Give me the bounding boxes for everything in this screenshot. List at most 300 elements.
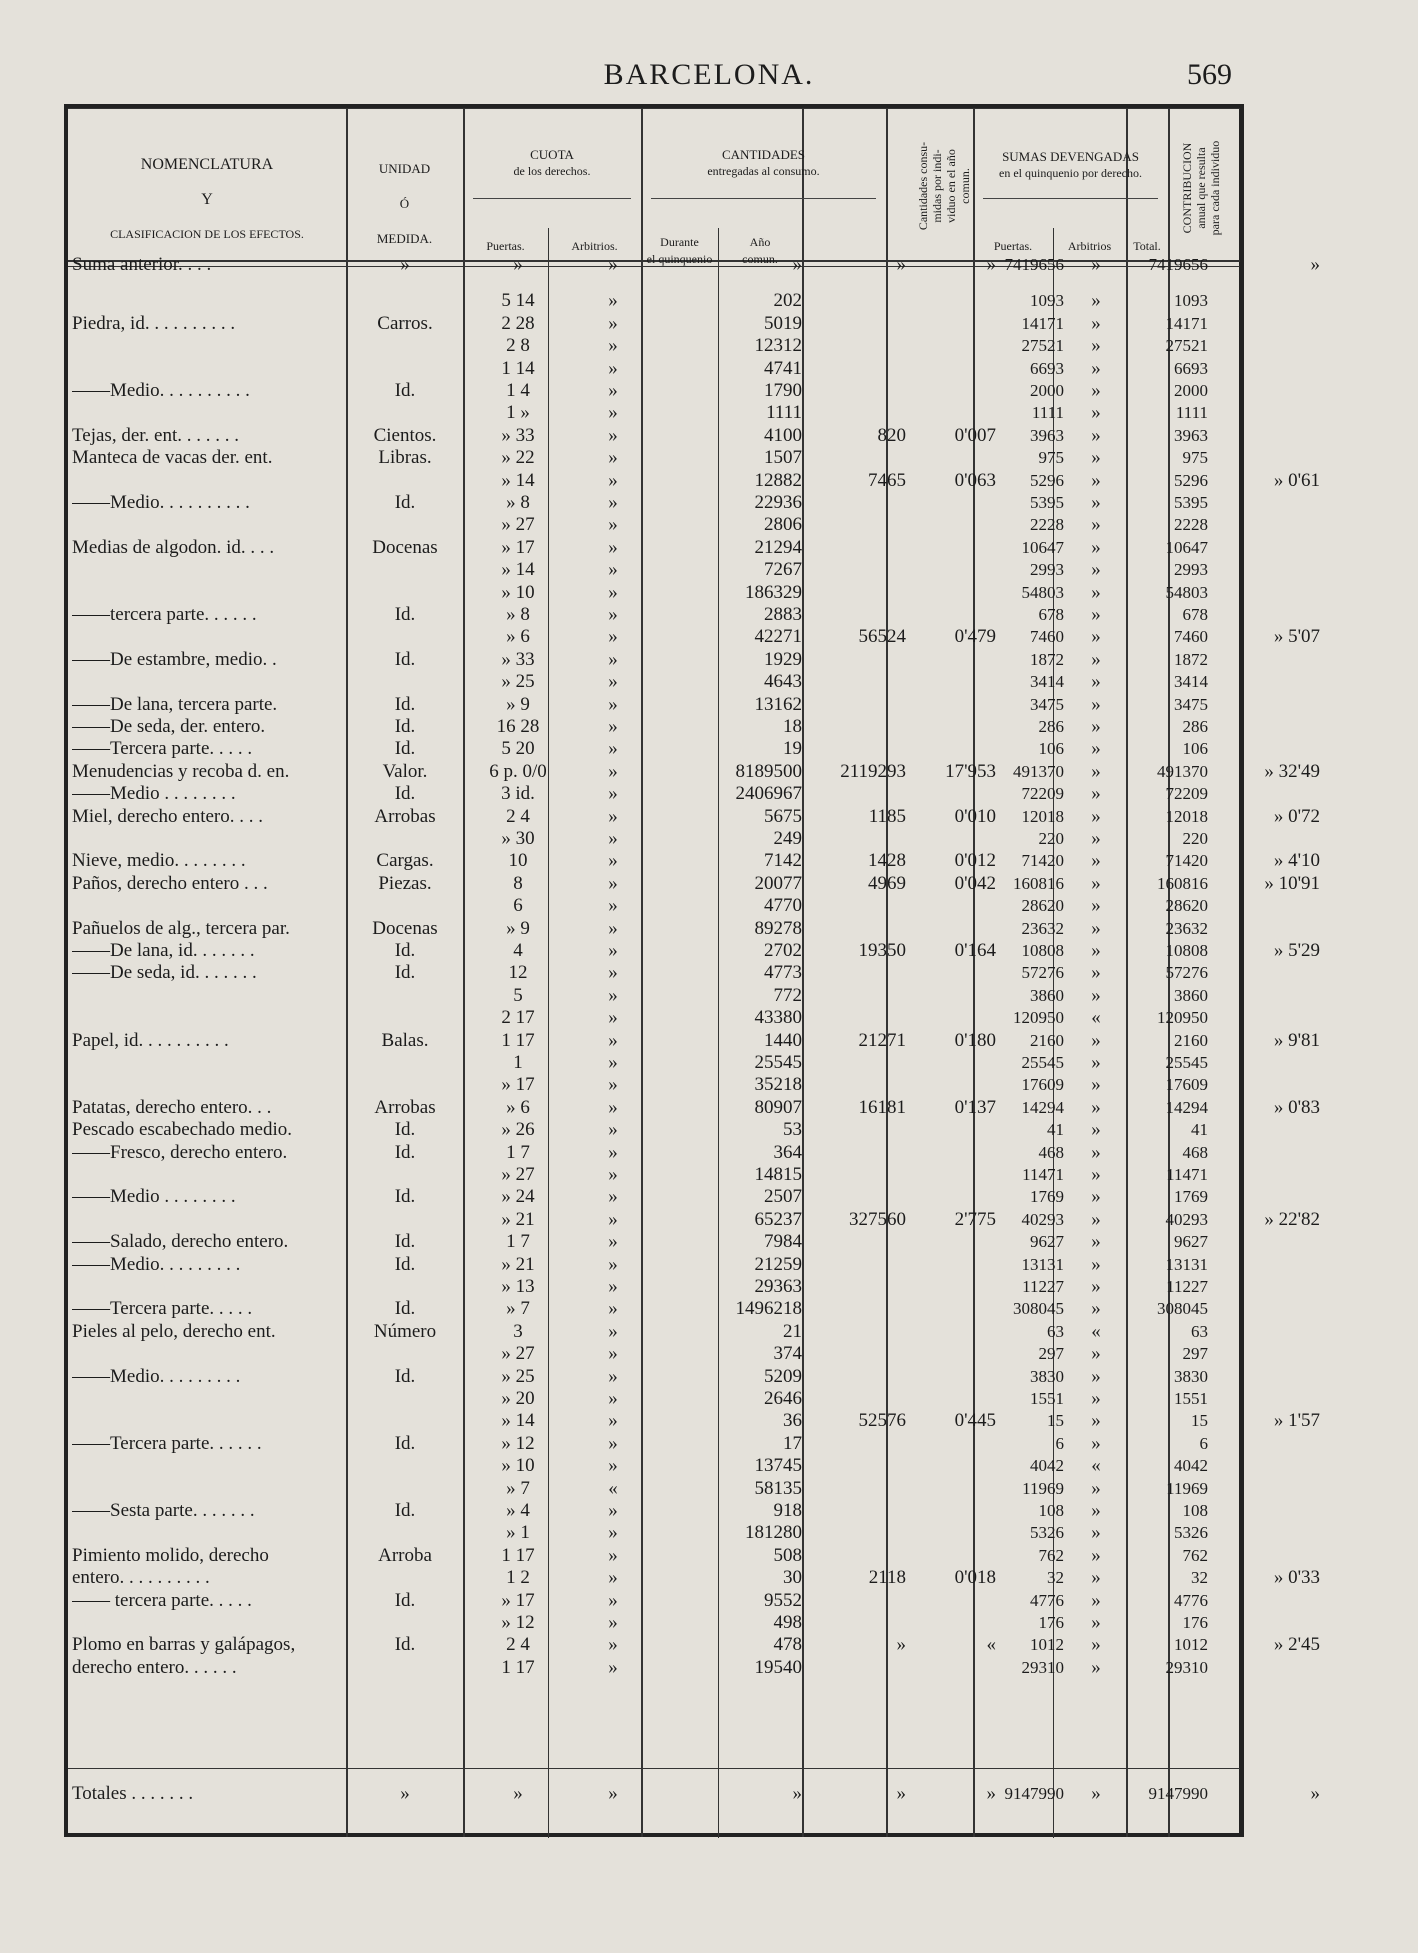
row-contribucion: » 2'45 [1273, 1634, 1320, 1656]
row-cuota-arbitrios: » [608, 805, 618, 827]
table-row [68, 380, 1248, 402]
table-row [68, 254, 1320, 276]
row-unit: Id. [394, 648, 416, 670]
row-cantidad-anio: 1185 [868, 805, 906, 827]
row-suma-puertas: 29310 [1021, 1657, 1064, 1677]
row-suma-puertas: 10647 [1021, 537, 1064, 557]
row-label: ——Fresco, derecho entero. [72, 1141, 288, 1163]
row-suma-total: 14171 [1165, 313, 1208, 333]
row-cuota-puertas: » [513, 1783, 523, 1804]
row-unit: Id. [394, 962, 416, 984]
table-row [68, 671, 1248, 693]
row-suma-total: 2228 [1174, 515, 1208, 535]
row-suma-total: 29310 [1165, 1657, 1208, 1677]
row-suma-arbitrios: » [1091, 1477, 1101, 1499]
table-row [68, 1119, 1248, 1141]
row-unit: Libras. [378, 447, 432, 469]
row-label: ——De seda, der. entero. [72, 716, 266, 737]
row-suma-total: 14294 [1165, 1097, 1208, 1117]
page-number: 569 [1187, 58, 1232, 91]
row-cantidad-quinquenio: 4643 [764, 671, 802, 693]
row-cuota-arbitrios: » [608, 828, 618, 849]
row-unit: Id. [394, 1298, 416, 1320]
row-suma-arbitrios: « [1091, 1007, 1101, 1029]
row-label: ——Medio. . . . . . . . . [72, 1365, 241, 1387]
row-label: Suma anterior. . . . [72, 254, 212, 275]
row-cantidad-quinquenio: 20077 [754, 872, 802, 894]
row-suma-puertas: 40293 [1021, 1209, 1064, 1229]
row-cantidad-quinquenio: 30 [783, 1567, 802, 1589]
row-consumo-individuo: 0'137 [954, 1096, 996, 1118]
row-suma-puertas: 1093 [1030, 291, 1064, 311]
table-row [68, 1052, 1248, 1074]
row-cantidad-quinquenio: 7267 [764, 559, 802, 581]
row-suma-arbitrios: » [1091, 1612, 1101, 1633]
table-row [68, 447, 1248, 469]
row-cuota-puertas: 2 4 [506, 805, 530, 827]
row-suma-puertas: 678 [1038, 605, 1064, 624]
row-cuota-puertas: 4 [513, 940, 523, 961]
header-anio: Año comun. [742, 235, 778, 266]
row-contribucion: » 22'82 [1264, 1208, 1320, 1230]
row-suma-total: 6 [1199, 1433, 1208, 1453]
row-cuota-puertas: » 25 [501, 671, 535, 693]
row-cuota-puertas: 3 [513, 1320, 523, 1342]
row-cuota-arbitrios: » [608, 514, 618, 536]
row-cuota-arbitrios: » [608, 469, 618, 491]
table-row [68, 783, 1248, 805]
table-row [68, 1433, 1248, 1455]
row-suma-puertas: 2000 [1030, 381, 1064, 400]
row-suma-total: 23632 [1165, 918, 1208, 938]
row-cuota-puertas: » 24 [501, 1186, 535, 1208]
row-cuota-arbitrios: » [608, 536, 618, 558]
row-cuota-puertas: » 22 [501, 447, 535, 469]
row-cantidad-anio: 7465 [868, 469, 906, 491]
row-suma-total: 10647 [1165, 537, 1208, 557]
row-suma-arbitrios: » [1091, 1208, 1101, 1230]
row-cantidad-quinquenio: 181280 [745, 1522, 802, 1544]
row-suma-puertas: 15 [1047, 1411, 1064, 1431]
row-suma-arbitrios: » [1091, 1119, 1101, 1141]
row-cantidad-quinquenio: 508 [773, 1544, 802, 1566]
row-contribucion: » [1310, 254, 1320, 275]
row-suma-total: 71420 [1165, 851, 1208, 871]
row-suma-arbitrios: » [1091, 559, 1101, 581]
row-suma-total: 15 [1191, 1411, 1208, 1431]
row-contribucion: » 0'33 [1273, 1567, 1320, 1589]
table-row [68, 1366, 1248, 1388]
row-suma-arbitrios: » [1091, 1343, 1101, 1365]
row-consumo-individuo: 0'063 [954, 469, 996, 491]
row-suma-arbitrios: » [1091, 1783, 1101, 1804]
row-cuota-puertas: » 14 [501, 559, 535, 581]
row-unit: Id. [394, 1119, 416, 1141]
row-suma-arbitrios: » [1091, 1388, 1101, 1409]
row-unit: Cargas. [376, 850, 434, 872]
row-suma-total: 7419656 [1148, 255, 1208, 274]
row-suma-puertas: 1012 [1030, 1635, 1064, 1655]
row-cuota-arbitrios: » [608, 1410, 618, 1432]
row-suma-total: 286 [1182, 717, 1208, 736]
row-suma-total: 11969 [1166, 1478, 1208, 1498]
row-cuota-arbitrios: » [608, 1074, 618, 1096]
table-row [68, 1029, 1320, 1052]
row-cuota-arbitrios: » [608, 962, 618, 984]
row-label: ——De lana, id. . . . . . . [72, 940, 255, 961]
row-suma-arbitrios: » [1091, 254, 1101, 275]
row-cuota-arbitrios: » [608, 312, 618, 334]
row-suma-puertas: 7460 [1030, 627, 1064, 647]
row-suma-puertas: 57276 [1021, 963, 1064, 983]
table-row [68, 850, 1320, 872]
table-row [68, 649, 1248, 671]
row-label: Tejas, der. ent. . . . . . . [72, 424, 239, 446]
row-cuota-puertas: 3 id. [501, 783, 535, 805]
row-contribucion: » 4'10 [1273, 850, 1320, 872]
table-row [68, 582, 1248, 604]
row-cantidad-quinquenio: » [792, 1783, 802, 1804]
row-cantidad-quinquenio: 374 [773, 1343, 802, 1365]
row-cuota-puertas: » 7 [506, 1477, 530, 1499]
statistics-table [64, 104, 1320, 1837]
row-suma-arbitrios: » [1091, 962, 1101, 984]
row-suma-total: 4042 [1174, 1456, 1208, 1476]
row-suma-puertas: 41 [1047, 1120, 1064, 1140]
row-suma-arbitrios: » [1091, 335, 1101, 357]
row-suma-puertas: 220 [1038, 829, 1064, 848]
table-row [68, 1388, 1248, 1410]
row-suma-puertas: 108 [1038, 1501, 1064, 1520]
row-contribucion: » 32'49 [1264, 760, 1320, 782]
row-suma-total: 678 [1182, 605, 1208, 624]
row-cuota-arbitrios: » [608, 357, 618, 379]
row-label: Manteca de vacas der. ent. [72, 447, 273, 469]
row-suma-total: 28620 [1165, 896, 1208, 916]
row-suma-puertas: 14171 [1021, 313, 1064, 333]
table-body [68, 108, 1320, 1837]
row-suma-total: 63 [1191, 1321, 1208, 1341]
row-suma-total: 5395 [1174, 493, 1208, 512]
row-cuota-puertas: » 8 [506, 604, 530, 625]
row-cuota-arbitrios: » [608, 1567, 618, 1589]
row-unit: » [400, 1783, 410, 1804]
row-cantidad-quinquenio: 43380 [754, 1007, 802, 1029]
row-unit: Arroba [378, 1544, 432, 1566]
row-suma-puertas: 120950 [1013, 1008, 1064, 1028]
row-unit: Número [373, 1320, 437, 1342]
row-cantidad-anio: 327560 [849, 1208, 906, 1230]
row-suma-arbitrios: » [1091, 984, 1101, 1006]
row-suma-puertas: 3860 [1030, 985, 1064, 1005]
row-label: ——Medio . . . . . . . . [72, 783, 236, 805]
row-suma-total: 3830 [1174, 1366, 1208, 1386]
row-cuota-arbitrios: » [608, 335, 618, 357]
row-cuota-arbitrios: » [608, 1500, 618, 1521]
row-suma-puertas: 160816 [1013, 873, 1064, 893]
row-label: Pimiento molido, derecho [72, 1544, 269, 1566]
row-suma-total: 308045 [1157, 1299, 1208, 1319]
row-suma-arbitrios: » [1091, 312, 1101, 334]
row-label: Menudencias y recoba d. en. [72, 760, 290, 782]
row-suma-arbitrios: » [1091, 1432, 1101, 1454]
row-unit: Id. [394, 380, 416, 401]
table-row [68, 1321, 1248, 1343]
row-cantidad-quinquenio: 2507 [764, 1186, 802, 1208]
table-row [68, 1500, 1248, 1522]
row-cantidad-quinquenio: 772 [773, 984, 802, 1006]
row-suma-puertas: 11471 [1022, 1165, 1064, 1184]
row-cuota-puertas: » 17 [501, 536, 535, 558]
row-unit: Id. [394, 940, 416, 961]
row-consumo-individuo: 0'018 [954, 1567, 996, 1589]
row-cuota-puertas: 1 [513, 1052, 523, 1073]
table-row [68, 694, 1248, 716]
row-cantidad-quinquenio: 21294 [754, 536, 802, 558]
table-row [68, 1590, 1248, 1612]
row-suma-arbitrios: » [1091, 1096, 1101, 1118]
row-cuota-arbitrios: » [608, 492, 618, 513]
row-cuota-arbitrios: » [608, 626, 618, 648]
row-cuota-puertas: » 9 [506, 917, 530, 939]
row-cuota-arbitrios: » [608, 402, 618, 424]
row-suma-total: 3963 [1174, 425, 1208, 445]
table-row [68, 1164, 1248, 1186]
row-cuota-arbitrios: » [608, 1544, 618, 1566]
row-cuota-puertas: 12 [508, 962, 528, 984]
row-unit: Id. [394, 1432, 416, 1454]
row-cantidad-anio: 19350 [858, 940, 906, 961]
row-contribucion: » 1'57 [1273, 1410, 1320, 1432]
row-cuota-arbitrios: « [608, 1477, 618, 1499]
row-consumo-individuo: 0'180 [954, 1029, 996, 1051]
row-suma-puertas: 14294 [1021, 1097, 1064, 1117]
row-cantidad-quinquenio: 202 [773, 290, 802, 312]
row-cantidad-quinquenio: 5675 [764, 805, 802, 827]
row-cuota-arbitrios: » [608, 850, 618, 872]
row-consumo-individuo: » [986, 1783, 996, 1804]
table-row [68, 1657, 1248, 1679]
row-suma-puertas: 3830 [1030, 1366, 1064, 1386]
row-unit: Id. [394, 1365, 416, 1387]
row-cuota-puertas: 1 17 [501, 1544, 535, 1566]
table-row [68, 514, 1248, 536]
row-suma-total: 9147990 [1148, 1784, 1208, 1803]
row-suma-arbitrios: » [1091, 648, 1101, 670]
row-cuota-arbitrios: » [608, 716, 618, 737]
page-title: BARCELONA. [603, 58, 815, 91]
row-suma-arbitrios: » [1091, 917, 1101, 939]
row-cuota-puertas: 10 [508, 850, 528, 872]
row-unit: Id. [394, 738, 416, 760]
table-row [68, 1478, 1248, 1500]
row-cantidad-anio: 1428 [868, 850, 906, 872]
row-suma-puertas: 4042 [1030, 1456, 1064, 1476]
row-suma-puertas: 3963 [1030, 425, 1064, 445]
row-unit: Id. [394, 1186, 416, 1208]
row-cantidad-quinquenio: 186329 [745, 581, 802, 603]
row-suma-arbitrios: » [1091, 357, 1101, 379]
row-cantidad-quinquenio: 89278 [754, 917, 802, 939]
row-contribucion: » [1310, 1783, 1320, 1804]
row-cuota-puertas: » 27 [501, 1164, 535, 1185]
row-label: ——De seda, id. . . . . . . [72, 962, 257, 984]
table-row [68, 1522, 1248, 1544]
row-label: ——Medio. . . . . . . . . . [72, 380, 250, 401]
row-suma-total: 17609 [1165, 1075, 1208, 1095]
row-cantidad-quinquenio: 36 [783, 1410, 802, 1432]
row-cuota-puertas: » 12 [501, 1432, 535, 1454]
row-suma-total: 9627 [1174, 1232, 1208, 1252]
row-cuota-puertas: » 21 [501, 1208, 535, 1230]
row-suma-total: 6693 [1174, 358, 1208, 378]
row-cuota-arbitrios: » [608, 1343, 618, 1365]
row-cantidad-quinquenio: 58135 [754, 1477, 802, 1499]
row-suma-puertas: 1769 [1030, 1187, 1064, 1207]
table-row [68, 1276, 1248, 1298]
row-consumo-individuo: 0'010 [954, 805, 996, 827]
row-label: —— tercera parte. . . . . [72, 1589, 252, 1611]
row-suma-puertas: 308045 [1013, 1299, 1064, 1319]
row-suma-arbitrios: » [1091, 604, 1101, 625]
row-label: ——Tercera parte. . . . . [72, 1298, 253, 1320]
row-cuota-puertas: » 20 [501, 1388, 535, 1409]
row-label: ——Sesta parte. . . . . . . [72, 1500, 255, 1521]
row-consumo-individuo: 0'164 [954, 940, 996, 961]
row-suma-puertas: 28620 [1021, 896, 1064, 916]
header-sumas-total: Total. [1133, 239, 1161, 253]
row-label: Piedra, id. . . . . . . . . . [72, 312, 236, 334]
row-cuota-puertas: » 14 [501, 469, 535, 491]
row-cuota-arbitrios: » [608, 738, 618, 760]
row-suma-arbitrios: » [1091, 1253, 1101, 1275]
table-row [68, 738, 1248, 760]
row-cuota-puertas: 1 17 [501, 1029, 535, 1051]
row-suma-puertas: 23632 [1021, 918, 1064, 938]
row-suma-total: 1551 [1174, 1389, 1208, 1408]
table-row [68, 537, 1248, 559]
row-cuota-arbitrios: » [608, 1052, 618, 1073]
row-cuota-arbitrios: » [608, 1164, 618, 1185]
row-cantidad-quinquenio: 35218 [754, 1074, 802, 1096]
row-suma-arbitrios: » [1091, 693, 1101, 715]
row-consumo-individuo: 0'012 [954, 850, 996, 872]
row-suma-total: 106 [1182, 739, 1208, 759]
row-suma-arbitrios: » [1091, 1567, 1101, 1589]
row-suma-arbitrios: » [1091, 469, 1101, 491]
row-label: ——Salado, derecho entero. [72, 1231, 289, 1253]
row-cuota-puertas: 1 7 [506, 1231, 530, 1253]
row-cuota-puertas: » 1 [506, 1522, 530, 1544]
table-row [68, 1007, 1248, 1029]
row-cuota-puertas: » 27 [501, 1343, 535, 1365]
row-cuota-arbitrios: » [608, 1589, 618, 1611]
row-cuota-arbitrios: » [608, 895, 618, 917]
row-suma-puertas: 5296 [1030, 470, 1064, 490]
table-row [68, 872, 1320, 895]
row-cantidad-quinquenio: 25545 [754, 1052, 802, 1073]
row-suma-total: 762 [1182, 1545, 1208, 1565]
row-suma-arbitrios: » [1091, 380, 1101, 401]
row-suma-total: 13131 [1165, 1254, 1208, 1274]
table-row [68, 940, 1320, 962]
row-cantidad-quinquenio: 18 [783, 716, 802, 737]
row-cantidad-quinquenio: 2883 [764, 604, 802, 625]
row-unit: Id. [394, 1253, 416, 1275]
row-consumo-individuo: 2'775 [954, 1208, 996, 1230]
row-cuota-arbitrios: » [608, 1186, 618, 1208]
row-suma-arbitrios: » [1091, 671, 1101, 693]
row-suma-total: 27521 [1165, 336, 1208, 356]
row-cuota-puertas: 1 7 [506, 1141, 530, 1163]
row-cantidad-anio: » [896, 1634, 906, 1656]
row-cuota-puertas: » 33 [501, 648, 535, 670]
row-suma-puertas: 54803 [1021, 582, 1064, 602]
row-suma-arbitrios: » [1091, 290, 1101, 312]
row-cuota-arbitrios: » [608, 581, 618, 603]
row-cuota-puertas: 1 17 [501, 1656, 535, 1678]
row-suma-total: 3475 [1174, 694, 1208, 714]
header-cuota: CUOTA de los derechos. [513, 147, 591, 178]
row-suma-puertas: 9147990 [1004, 1784, 1064, 1803]
table-row [68, 1545, 1248, 1567]
row-cantidad-quinquenio: 21 [783, 1320, 802, 1342]
row-contribucion: » 0'72 [1273, 805, 1320, 827]
row-suma-puertas: 1111 [1031, 403, 1064, 423]
row-suma-arbitrios: « [1091, 1455, 1101, 1477]
row-cantidad-quinquenio: 7142 [764, 850, 802, 872]
row-cantidad-quinquenio: 21259 [754, 1253, 802, 1275]
row-suma-puertas: 71420 [1021, 851, 1064, 871]
row-suma-puertas: 17609 [1021, 1075, 1064, 1095]
row-cantidad-quinquenio: 1496218 [735, 1298, 802, 1320]
row-label: ——De lana, tercera parte. [72, 693, 278, 715]
header-consumo-individuo: Cantidades consu- midas por indi- viduo en el año comun. [916, 141, 972, 231]
row-cantidad-quinquenio: 5209 [764, 1365, 802, 1387]
row-suma-puertas: 5326 [1030, 1523, 1064, 1543]
row-cantidad-quinquenio: 4741 [764, 357, 802, 379]
row-cuota-arbitrios: » [608, 424, 618, 446]
row-suma-puertas: 975 [1038, 448, 1064, 468]
row-cuota-arbitrios: » [608, 1096, 618, 1118]
row-cuota-arbitrios: » [608, 760, 618, 782]
row-label: Pieles al pelo, derecho ent. [72, 1320, 276, 1342]
row-consumo-individuo: 0'042 [954, 872, 996, 894]
table-row [68, 1612, 1248, 1634]
row-contribucion: » 5'07 [1273, 626, 1320, 648]
row-suma-total: 11227 [1166, 1277, 1208, 1296]
row-suma-total: 220 [1182, 829, 1208, 848]
row-suma-puertas: 6 [1055, 1433, 1064, 1453]
row-unit: Id. [394, 1231, 416, 1253]
row-cantidad-anio: 21271 [858, 1029, 906, 1051]
row-suma-arbitrios: » [1091, 783, 1101, 805]
row-cantidad-quinquenio: 918 [773, 1500, 802, 1521]
row-consumo-individuo: 0'007 [954, 424, 996, 446]
row-suma-puertas: 2993 [1030, 560, 1064, 580]
row-unit: Arrobas [374, 1096, 436, 1118]
row-suma-arbitrios: » [1091, 402, 1101, 424]
row-unit: Docenas [372, 917, 438, 939]
row-unit: Piezas. [378, 872, 432, 894]
table-row [68, 604, 1248, 626]
row-cantidad-quinquenio: 498 [773, 1612, 802, 1633]
row-cuota-puertas: » 10 [501, 581, 535, 603]
row-suma-total: 297 [1182, 1344, 1208, 1364]
row-suma-total: 3860 [1174, 985, 1208, 1005]
row-suma-total: 975 [1182, 448, 1208, 468]
row-suma-total: 57276 [1165, 963, 1208, 983]
